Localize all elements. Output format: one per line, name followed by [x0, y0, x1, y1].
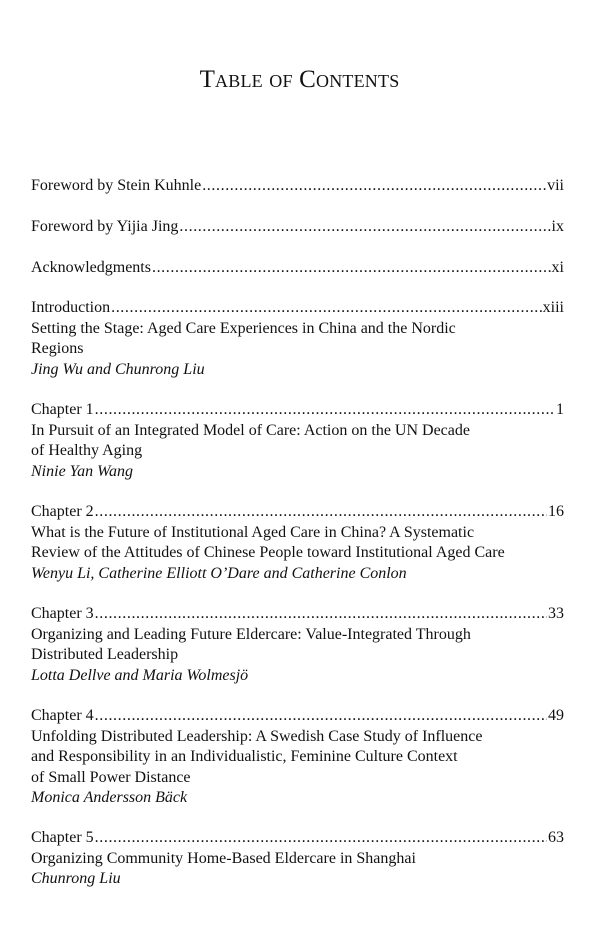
toc-page-number: 16 — [548, 503, 564, 520]
toc-leader-line — [31, 502, 564, 523]
toc-entry-title-line: Organizing Community Home-Based Eldercare in Shanghai — [31, 849, 416, 867]
toc-entry-acknowledgments — [31, 258, 564, 279]
toc-entry-title-line: Distributed Leadership — [31, 646, 179, 663]
toc-entry-author: Jing Wu and Chunrong Liu — [31, 360, 205, 378]
toc-page-number: 1 — [556, 401, 564, 418]
toc-entry-label: Foreword by Stein Kuhnle — [31, 177, 202, 194]
toc-entry-title-line: and Responsibility in an Individualistic, Feminine Culture Context — [31, 748, 458, 765]
toc-entry-title-line: In Pursuit of an Integrated Model of Care: Action on the UN Decade — [31, 421, 470, 439]
dot-leader — [152, 258, 551, 279]
dot-leader — [95, 828, 547, 849]
toc-entry-label: Chapter 2 — [31, 503, 94, 520]
toc-entry-author: Wenyu Li, Catherine Elliott O’Dare and Catherine Conlon — [31, 564, 407, 582]
toc-entry-title-line: of Small Power Distance — [31, 768, 191, 786]
toc-entry-label: Chapter 1 — [31, 401, 94, 418]
toc-entry-foreword-jing — [31, 217, 564, 238]
dot-leader — [179, 217, 550, 238]
toc-page-number: ix — [551, 218, 564, 235]
toc-entry-label: Chapter 4 — [31, 707, 94, 724]
toc-entry-introduction — [31, 298, 564, 380]
dot-leader — [111, 298, 542, 319]
dot-leader — [95, 502, 547, 523]
toc-entry-chapter-2 — [31, 502, 564, 584]
toc-leader-line — [31, 176, 564, 197]
toc-leader-line — [31, 217, 564, 238]
dot-leader — [95, 400, 555, 421]
dot-leader — [202, 176, 546, 197]
toc-entry-author: Lotta Dellve and Maria Wolmesjö — [31, 666, 249, 684]
toc-entry-chapter-3 — [31, 604, 564, 686]
toc-entry-chapter-5 — [31, 828, 564, 890]
toc-page-number: 33 — [548, 605, 564, 622]
dot-leader — [95, 604, 547, 625]
toc-entry-title-line: Regions — [31, 340, 84, 357]
toc-entry-label: Chapter 3 — [31, 605, 94, 622]
toc-leader-line — [31, 298, 564, 319]
toc-entry-foreword-kuhnle — [31, 176, 564, 197]
toc-entry-chapter-4 — [31, 706, 564, 809]
dot-leader — [95, 706, 547, 727]
toc-entry-author: Monica Andersson Bäck — [31, 789, 188, 806]
toc-entry-label: Introduction — [31, 299, 111, 316]
toc-page-number: 63 — [548, 829, 564, 846]
toc-page-number: xi — [551, 259, 564, 276]
toc-page-number: 49 — [548, 707, 564, 724]
toc-entry-label: Acknowledgments — [31, 259, 151, 276]
toc-leader-line — [31, 828, 564, 849]
toc-leader-line — [31, 400, 564, 421]
toc-entry-title-line: What is the Future of Institutional Aged Care in China? A Systematic — [31, 523, 475, 541]
toc-entry-chapter-1 — [31, 400, 564, 482]
toc-entry-title-line: Review of the Attitudes of Chinese People toward Institutional Aged Care — [31, 544, 505, 561]
toc-leader-line — [31, 258, 564, 279]
toc-leader-line — [31, 604, 564, 625]
toc-entry-title-line: Setting the Stage: Aged Care Experiences in China and the Nordic — [31, 319, 456, 337]
toc-entry-label: Chapter 5 — [31, 829, 94, 846]
toc-entry-author: Chunrong Liu — [31, 870, 121, 887]
page-title: Table of Contents — [199, 66, 400, 93]
toc-page-number: vii — [547, 177, 564, 194]
toc-entry-title-line: Organizing and Leading Future Eldercare: Value-Integrated Through — [31, 625, 471, 643]
toc-page-number: xiii — [542, 299, 564, 316]
toc-entry-label: Foreword by Yijia Jing — [31, 218, 179, 235]
toc-entry-title-line: of Healthy Aging — [31, 442, 143, 459]
toc-entry-title-line: Unfolding Distributed Leadership: A Swedish Case Study of Influence — [31, 727, 483, 745]
toc-leader-line — [31, 706, 564, 727]
toc-entry-author: Ninie Yan Wang — [31, 462, 133, 480]
